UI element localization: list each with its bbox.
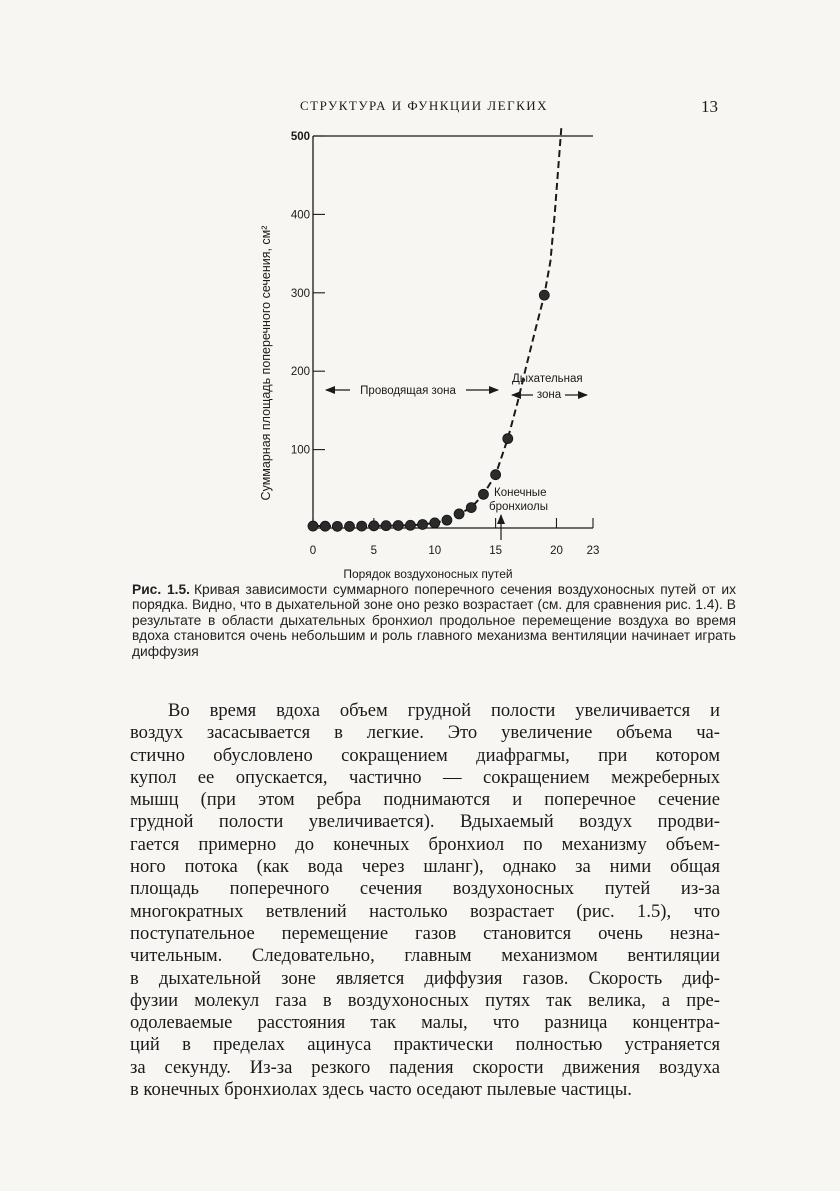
x-tick-label: 5 [370,545,378,557]
body-line: поступательное перемещение газов становится очень незна- [130,922,720,944]
body-line: чительным. Следовательно, главным механизмом вентиляции [130,945,720,967]
data-point [454,509,464,519]
body-line: мышц (при этом ребра поднимаются и поперечное сечение [130,789,720,811]
y-axis-label: Суммарная площадь поперечного сечения, см² [259,225,273,501]
data-point [332,521,342,531]
y-tick-label: 500 [290,131,310,143]
body-line: в дыхательной зоне является диффузия газов. Скорость диф- [130,967,720,989]
y-tick-label: 200 [290,366,310,379]
x-tick-label: 10 [428,545,442,557]
chart-curve-layer [313,128,561,526]
body-line: за секунду. Из-за резкого падения скорости движения воздуха [130,1056,720,1078]
body-line: Во время вдоха объем грудной полости увеличивается и [168,700,720,721]
dashed-trend-curve [313,128,561,526]
chart-axes [313,136,593,528]
x-tick-label: 20 [550,545,563,557]
y-tick-label: 300 [290,287,310,300]
y-tick-label: 100 [290,444,310,457]
body-line: грудной полости увеличивается). Вдыхаемый воздух продви- [130,811,720,833]
data-point [430,518,440,528]
respiratory-zone-label-line1: Дыхательная [512,373,583,385]
body-line: воздух засасывается в легкие. Это увеличение объема ча- [130,722,720,744]
figure-caption-text: Кривая зависимости суммарного поперечного сечения воздухоносных путей от их порядка. Видно, что в дыхательной зоне оно резко возрастает (см. для сравнения рис. 1.4). В результате в области дыхательных бронхиол продольное перемещение воздуха во время вдоха становится очень небольшим и роль главного механизма вентиляции начинает играть диффузия [132,582,736,659]
x-tick-label: 0 [309,545,317,557]
y-tick-label: 400 [290,209,310,222]
x-tick-label: 15 [489,545,503,557]
data-point [405,520,415,530]
data-point [466,503,476,513]
x-axis-label: Порядок воздухоносных путей [343,567,513,581]
body-line: купол ее опускается, частично — сокращением межреберных [130,766,720,788]
figure-caption-label: Рис. 1.5. [132,582,190,597]
data-point [418,519,428,529]
figure-caption [132,582,736,659]
data-point [308,521,318,531]
terminal-bronchioles-label-line2: бронхиолы [489,501,549,513]
data-point [369,521,379,531]
body-line: ций в пределах ацинуса практически полностью устраняется [130,1034,720,1056]
chart-ticks [291,131,600,557]
body-line: гается примерно до конечных бронхиол по механизму объем- [130,833,720,855]
data-point [478,489,488,499]
data-point [503,434,513,444]
data-point [381,521,391,531]
page-number: 13 [701,97,718,116]
body-line: стично обусловлено сокращением диафрагмы, при котором [130,744,720,766]
data-point [357,521,367,531]
body-paragraph [130,700,720,1101]
body-line: фузии молекул газа в воздухоносных путях так велика, а пре- [130,989,720,1011]
data-point [442,515,452,525]
respiratory-zone-label-line2: зона [536,389,562,401]
conducting-zone-label: Проводящая зона [360,385,456,397]
running-head: СТРУКТУРА И ФУНКЦИИ ЛЕГКИХ [300,98,549,113]
body-line: многократных ветвлений настолько возрастает (рис. 1.5), что [130,900,720,922]
body-line: ного потока (как вода через шланг), однако за ними общая [130,856,720,878]
x-tick-label: 23 [586,545,600,557]
data-point [320,521,330,531]
data-point [491,470,501,480]
data-point [345,521,355,531]
data-point [539,290,549,300]
body-line: одолеваемые расстояния так малы, что разница концентра- [130,1012,720,1034]
data-point [393,520,403,530]
body-line: в конечных бронхиолах здесь часто оседают пылевые частицы. [130,1079,632,1101]
body-line: площадь поперечного сечения воздухоносных путей из-за [130,878,720,900]
figure-chart [248,128,608,583]
terminal-bronchioles-label-line1: Конечные [494,487,547,499]
